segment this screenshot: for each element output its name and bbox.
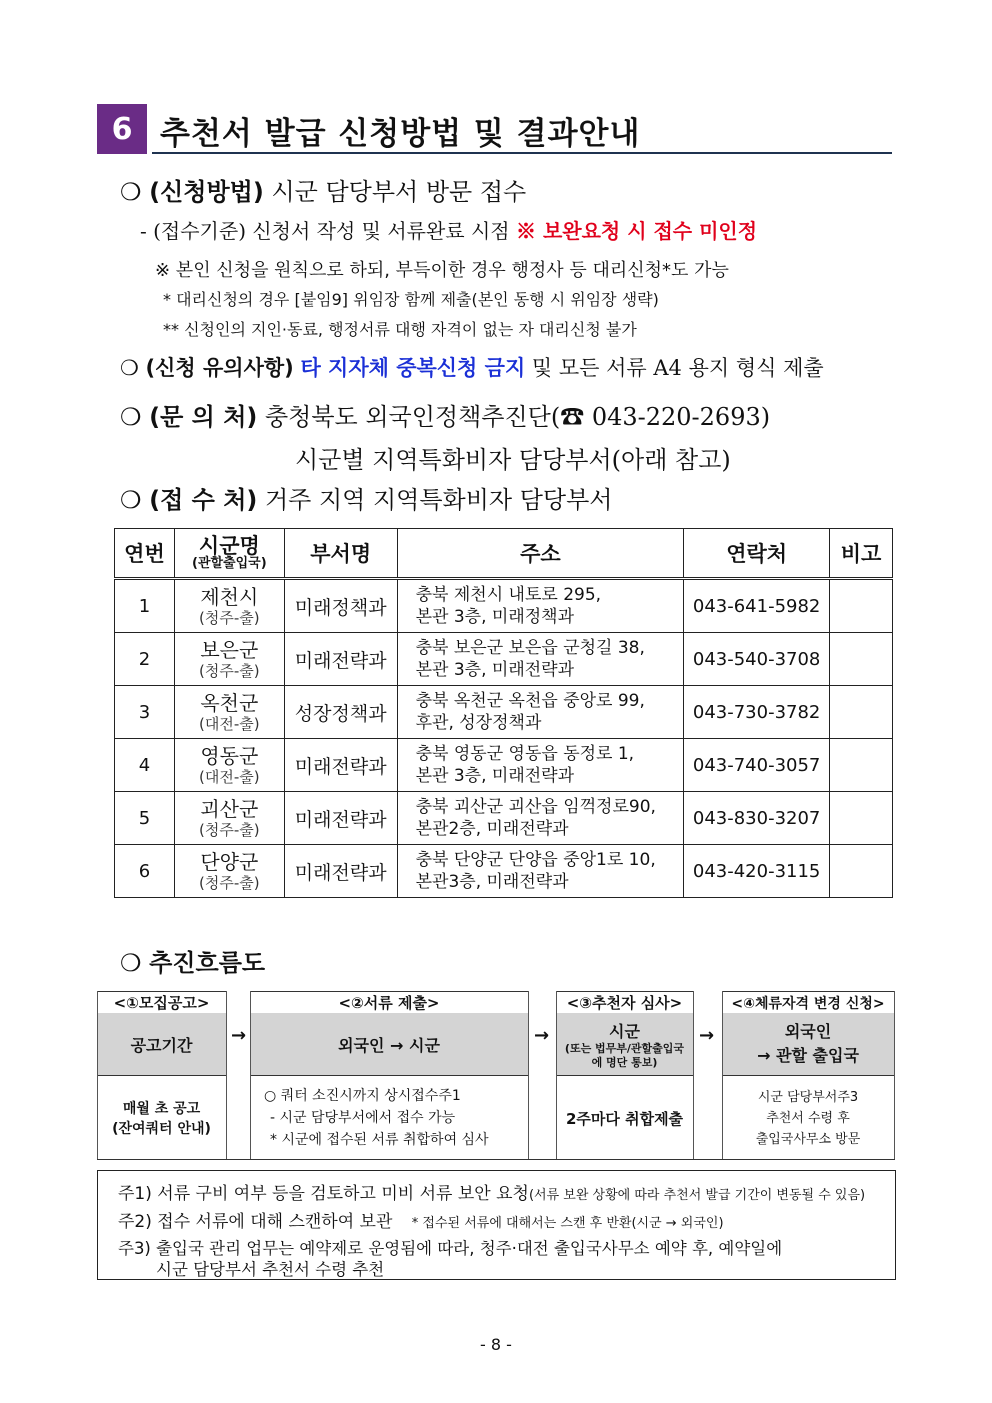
cell-city-name: 보은군 (200, 637, 259, 662)
table-row (115, 845, 893, 898)
cell-city (174, 579, 284, 633)
table-row (115, 686, 893, 739)
cell-remark (830, 792, 893, 845)
flow-step3-box-sub: (또는 법무부/관할출입국에 명단 통보) (564, 1041, 685, 1069)
bullet-symbol: ❍ (120, 178, 142, 206)
flow-step2-body (250, 1077, 528, 1159)
cell-address-line2: 본관 3층, 미래정책과 (415, 607, 575, 627)
cell-city-name: 단양군 (200, 849, 259, 874)
flow-step4-body-line: 추천서 수령 후 (766, 1110, 850, 1126)
bullet-label: (접 수 처) (149, 486, 258, 514)
flow-divider (250, 991, 251, 1159)
bullet-label: (신청방법) (149, 178, 264, 206)
bullet-symbol: ❍ (120, 403, 142, 431)
flow-step4-box-text: 외국인 (784, 1022, 832, 1041)
table-row (115, 579, 893, 633)
cell-city (174, 739, 284, 792)
note-2-main: 주2) 접수 서류에 대해 스캔하여 보관 (118, 1212, 393, 1232)
table-row (115, 633, 893, 686)
cell-no: 2 (115, 633, 175, 686)
cell-remark (830, 686, 893, 739)
cell-address-line1: 충북 괴산군 괴산읍 임꺽정로90, (415, 797, 656, 817)
flow-divider (97, 991, 98, 1159)
flow-arrow: → (534, 1025, 550, 1046)
cell-phone: 043-540-3708 (684, 633, 830, 686)
note-1-main: 주1) 서류 구비 여부 등을 검토하고 미비 서류 보안 요청 (118, 1184, 529, 1204)
cell-phone: 043-830-3207 (684, 792, 830, 845)
header-phone: 연락처 (684, 529, 830, 579)
note-star2: ** 신청인의 지인·동료, 행정서류 대행 자격이 없는 자 대리신청 불가 (163, 320, 637, 339)
table-row (115, 792, 893, 845)
cell-no: 5 (115, 792, 175, 845)
flow-title (120, 943, 265, 978)
cell-remark (830, 845, 893, 898)
cell-address-line1: 충북 영동군 영동읍 동정로 1, (415, 744, 635, 764)
header-city (174, 529, 284, 579)
notes-box (97, 1170, 896, 1280)
criteria-prefix: - (접수기준) 신청서 작성 및 서류완료 시점 (140, 219, 510, 243)
bullet-text: 거주 지역 지역특화비자 담당부서 (265, 486, 613, 514)
flow-step2-head: <②서류 제출> (250, 991, 528, 1014)
flow-step1-box (97, 1013, 226, 1076)
cell-address (397, 739, 684, 792)
cell-address-line1: 충북 단양군 단양읍 중앙1로 10, (415, 850, 656, 870)
cell-city (174, 686, 284, 739)
cell-dept: 미래전략과 (284, 739, 397, 792)
flow-step4-box-sub: → 관할 출입국 (757, 1046, 859, 1065)
contacts-table (114, 528, 893, 898)
flow-step3-body (556, 1077, 693, 1159)
flow-step3-box-text: 시군 (609, 1021, 640, 1041)
flow-step4-box (722, 1013, 894, 1076)
cell-city-office: (청주-출) (199, 873, 260, 892)
header-address: 주소 (397, 529, 684, 579)
cell-phone: 043-641-5982 (684, 579, 830, 633)
note-star1: * 대리신청의 경우 [붙임9] 위임장 함께 제출(본인 동행 시 위임장 생략) (163, 290, 659, 309)
flow-step2-body-line: - 시군 담당부서에서 접수 가능 (270, 1110, 456, 1126)
flow-step3-box (556, 1013, 693, 1076)
flow-step1-body (97, 1077, 226, 1159)
flow-step4-head: <④체류자격 변경 신청> (722, 991, 894, 1014)
flow-divider (693, 991, 694, 1159)
flow-step2-body-line: ○ 쿼터 소진시까지 상시접수주1 (264, 1088, 461, 1104)
flow-bottom-line (97, 1159, 895, 1160)
caution-highlight: 타 지자체 중복신청 금지 (300, 355, 526, 380)
cell-phone: 043-420-3115 (684, 845, 830, 898)
flow-step3-body-line: 2주마다 취합제출 (565, 1109, 684, 1128)
cell-no: 1 (115, 579, 175, 633)
cell-address (397, 686, 684, 739)
bullet-label: (신청 유의사항) (145, 356, 294, 380)
flow-divider (722, 991, 723, 1159)
note-1-small: (서류 보완 상황에 따라 추천서 발급 기간이 변동될 수 있음) (528, 1188, 866, 1203)
section-number-badge: 6 (97, 104, 147, 154)
cell-remark (830, 579, 893, 633)
header-dept: 부서명 (284, 529, 397, 579)
flow-step1-body-line: (잔여쿼터 안내) (112, 1121, 211, 1137)
cell-address-line2: 본관3층, 미래전략과 (415, 872, 569, 892)
page-number: - 8 - (480, 1335, 512, 1354)
bullet-text: 시군 담당부서 방문 접수 (271, 178, 527, 206)
section-title: 추천서 발급 신청방법 및 결과안내 (160, 116, 641, 152)
bullet-method (120, 172, 526, 207)
cell-city (174, 633, 284, 686)
cell-phone: 043-740-3057 (684, 739, 830, 792)
criteria-warning: ※ 보완요청 시 접수 미인정 (516, 219, 758, 243)
flow-divider (226, 991, 227, 1159)
caution-rest: 및 모든 서류 A4 용지 형식 제출 (531, 356, 824, 380)
header-city-sub: (관할출입국) (192, 556, 267, 571)
cell-dept: 미래전략과 (284, 792, 397, 845)
flow-step4-body-line: 시군 담당부서주3 (757, 1089, 859, 1105)
note-2 (118, 1207, 724, 1232)
bullet-symbol: ❍ (120, 486, 142, 514)
flow-divider (894, 991, 895, 1159)
cell-no: 6 (115, 845, 175, 898)
flow-arrow: → (231, 1025, 247, 1046)
flow-step1-head: <①모집공고> (97, 991, 226, 1014)
cell-remark (830, 633, 893, 686)
flow-step4-body (722, 1077, 894, 1159)
table-header-row (115, 529, 893, 579)
cell-city-name: 괴산군 (200, 796, 259, 821)
cell-dept: 미래전략과 (284, 633, 397, 686)
cell-address-line2: 본관 3층, 미래전략과 (415, 766, 575, 786)
cell-city (174, 792, 284, 845)
cell-city-name: 옥천군 (200, 690, 259, 715)
cell-address-line2: 본관2층, 미래전략과 (415, 819, 569, 839)
flow-title-text: 추진흐름도 (149, 949, 266, 977)
cell-address (397, 845, 684, 898)
flow-step3-head: <③추천자 심사> (556, 991, 693, 1014)
bullet-symbol: ❍ (120, 949, 142, 977)
flow-step2-body-line: * 시군에 접수된 서류 취합하여 심사 (270, 1132, 489, 1148)
flow-step4-body-line: 출입국사무소 방문 (755, 1131, 861, 1147)
cell-city-office: (청주-출) (199, 661, 260, 680)
cell-phone: 043-730-3782 (684, 686, 830, 739)
cell-address (397, 579, 684, 633)
header-no: 연번 (115, 529, 175, 579)
table-row (115, 739, 893, 792)
cell-city-name: 제천시 (200, 584, 259, 609)
bullet-inquiry (120, 397, 770, 432)
cell-address (397, 792, 684, 845)
cell-dept: 미래전략과 (284, 845, 397, 898)
bullet-label: (문 의 처) (149, 403, 258, 431)
note-2-small: * 접수된 서류에 대해서는 스캔 후 반환(시군 → 외국인) (411, 1216, 724, 1231)
bullet-caution (120, 352, 824, 382)
cell-no: 4 (115, 739, 175, 792)
cell-no: 3 (115, 686, 175, 739)
cell-dept: 미래정책과 (284, 579, 397, 633)
flow-divider (528, 991, 529, 1159)
cell-address (397, 633, 684, 686)
cell-city (174, 845, 284, 898)
cell-address-line2: 본관 3층, 미래전략과 (415, 660, 575, 680)
cell-address-line1: 충북 옥천군 옥천읍 중앙로 99, (415, 691, 645, 711)
cell-dept: 성장정책과 (284, 686, 397, 739)
cell-address-line2: 후관, 성장정책과 (415, 713, 542, 733)
cell-city-office: (청주-출) (199, 820, 260, 839)
flow-divider (556, 991, 557, 1159)
cell-address-line1: 충북 보은군 보은읍 군청길 38, (415, 638, 645, 658)
header-city-label: 시군명 (198, 534, 260, 558)
flow-step1-box-text: 공고기간 (130, 1035, 193, 1055)
flow-step2-box-text: 외국인 → 시군 (338, 1035, 440, 1055)
note-main: ※ 본인 신청을 원칙으로 하되, 부득이한 경우 행정사 등 대리신청*도 가능 (155, 260, 729, 281)
note-1 (118, 1179, 865, 1204)
inquiry-line2: 시군별 지역특화비자 담당부서(아래 참고) (295, 446, 731, 474)
flow-step1-body-line: 매월 초 공고 (122, 1101, 201, 1117)
cell-city-office: (청주-출) (199, 608, 260, 627)
cell-remark (830, 739, 893, 792)
inquiry-line1: 충청북도 외국인정책추진단(☎ 043-220-2693) (265, 403, 771, 431)
bullet-symbol: ❍ (120, 356, 139, 380)
header-remark: 비고 (830, 529, 893, 579)
criteria-line (140, 215, 757, 244)
cell-city-name: 영동군 (200, 743, 259, 768)
section-divider (152, 152, 892, 154)
note-3-line2: 시군 담당부서 추천서 수령 추천 (156, 1260, 385, 1279)
flow-arrow: → (699, 1025, 715, 1046)
note-3-line1: 주3) 출입국 관리 업무는 예약제로 운영됨에 따라, 청주·대전 출입국사무소 예약 후, 예약일에 (118, 1239, 783, 1258)
cell-city-office: (대전-출) (199, 767, 260, 786)
cell-city-office: (대전-출) (199, 714, 260, 733)
cell-address-line1: 충북 제천시 내토로 295, (415, 585, 602, 605)
bullet-reception (120, 480, 612, 515)
flow-step2-box (250, 1013, 528, 1076)
